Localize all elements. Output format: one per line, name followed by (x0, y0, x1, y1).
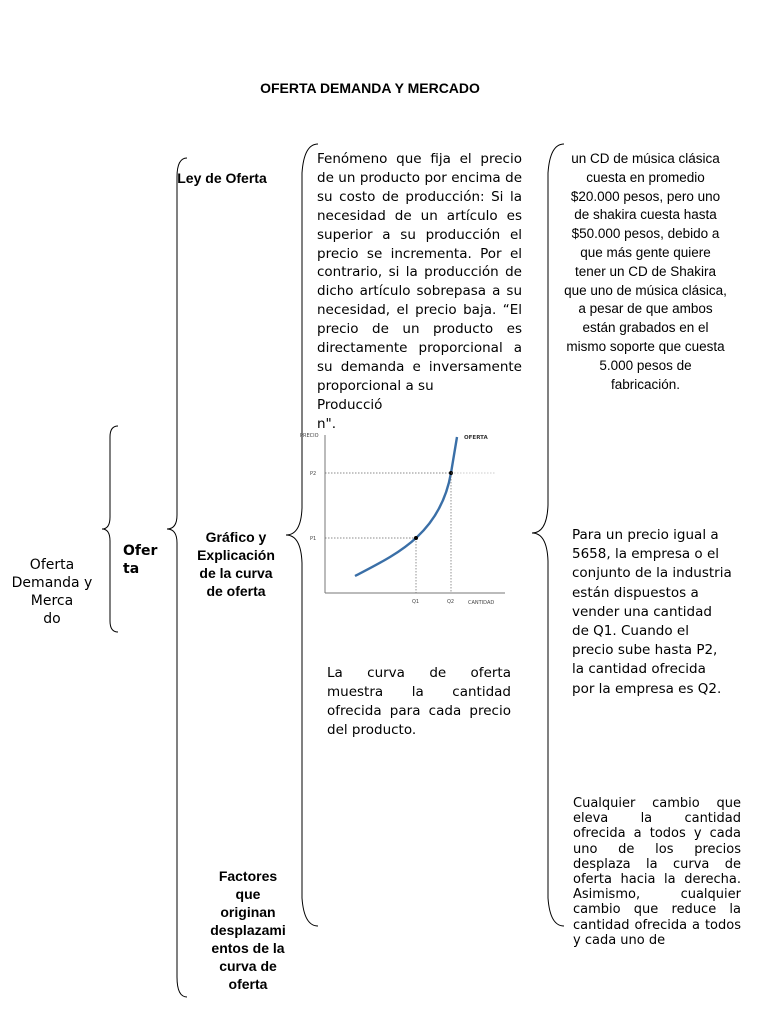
label-grafico-line: de la curva (199, 565, 273, 581)
label-factores-line: oferta (228, 976, 268, 992)
brace-root (100, 425, 120, 635)
factores-description: Cualquier cambio que eleva la cantidad ofrecida a todos y cada uno de los precios desplaza la curva de oferta hacia la derecha. Asimismo, cualquier cambio que reduce la cantidad ofrecida a todos y cada uno de (573, 796, 741, 948)
chart-y-tick-label: P2 (310, 471, 317, 477)
oferta-label-line: ta (123, 561, 140, 577)
root-label-line: do (43, 611, 61, 627)
root-label-line: Demanda y (11, 575, 93, 591)
chart-x-tick-label: Q1 (412, 599, 420, 605)
label-grafico-line: Explicación (197, 547, 275, 563)
label-factores-line: que (235, 886, 261, 902)
brace-oferta-path (167, 158, 187, 997)
root-label-line: Merca (30, 593, 74, 609)
chart-series-label: OFERTA (464, 435, 488, 441)
label-grafico (186, 528, 286, 600)
chart-x-tick-label: Q2 (447, 599, 455, 605)
grafico-explanation: Para un precio igual a 5658, la empresa o el conjunto de la industria están dispuestos a vender una cantidad de Q1. Cuando el precio sube hasta P2, la cantidad ofrecida por la empresa es Q2. (572, 527, 732, 697)
ley-description-line: n". (317, 415, 337, 432)
root-label-line: Oferta (29, 557, 75, 573)
supply-curve-chart (300, 425, 515, 615)
brace-examples (530, 143, 566, 928)
label-grafico-line: Gráfico y (205, 529, 267, 545)
page-title: OFERTA DEMANDA Y MERCADO (260, 80, 480, 96)
grafico-description: La curva de oferta muestra la cantidad ofrecida para cada precio del producto. (327, 665, 511, 738)
brace-root-path (102, 426, 118, 632)
ley-description-line: Producció (317, 396, 383, 413)
root-label (4, 556, 100, 628)
label-factores-line: entos de la (211, 940, 285, 956)
chart-y-label: PRECIO (300, 433, 319, 439)
oferta-label-line: Ofer (123, 543, 158, 559)
ley-description (317, 150, 522, 434)
chart-x-label: CANTIDAD (468, 600, 495, 606)
chart-series-line (355, 437, 457, 576)
brace-examples-path (532, 144, 564, 926)
label-factores-line: originan (220, 904, 276, 920)
chart-y-tick-label: P1 (310, 536, 317, 542)
label-ley-de-oferta: Ley de Oferta (177, 170, 267, 186)
label-grafico-line: de oferta (206, 583, 266, 599)
chart-point (414, 536, 418, 540)
label-factores-line: Factores (218, 868, 278, 884)
label-factores-line: curva de (219, 958, 277, 974)
ley-description-text: Fenómeno que fija el precio de un producto por encima de su costo de producción: Si la necesidad de un artículo es superior a su producción el precio se incrementa. Por el contrario, si la producción de dicho artículo sobrepasa a su necesidad, el precio baja. “El precio de un producto es directamente proporcional a su demanda e inversamente proporcional a su (317, 151, 522, 394)
ley-example: un CD de música clásica cuesta en promedio $20.000 pesos, pero uno de shakira cuesta hasta $50.000 pesos, debido a que más gente quiere tener un CD de Shakira que uno de música clásica, a pesar de que ambos están grabados en el mismo soporte que cuesta 5.000 pesos de fabricación. (564, 151, 727, 392)
oferta-label (123, 542, 163, 578)
label-factores-line: desplazami (210, 922, 286, 938)
